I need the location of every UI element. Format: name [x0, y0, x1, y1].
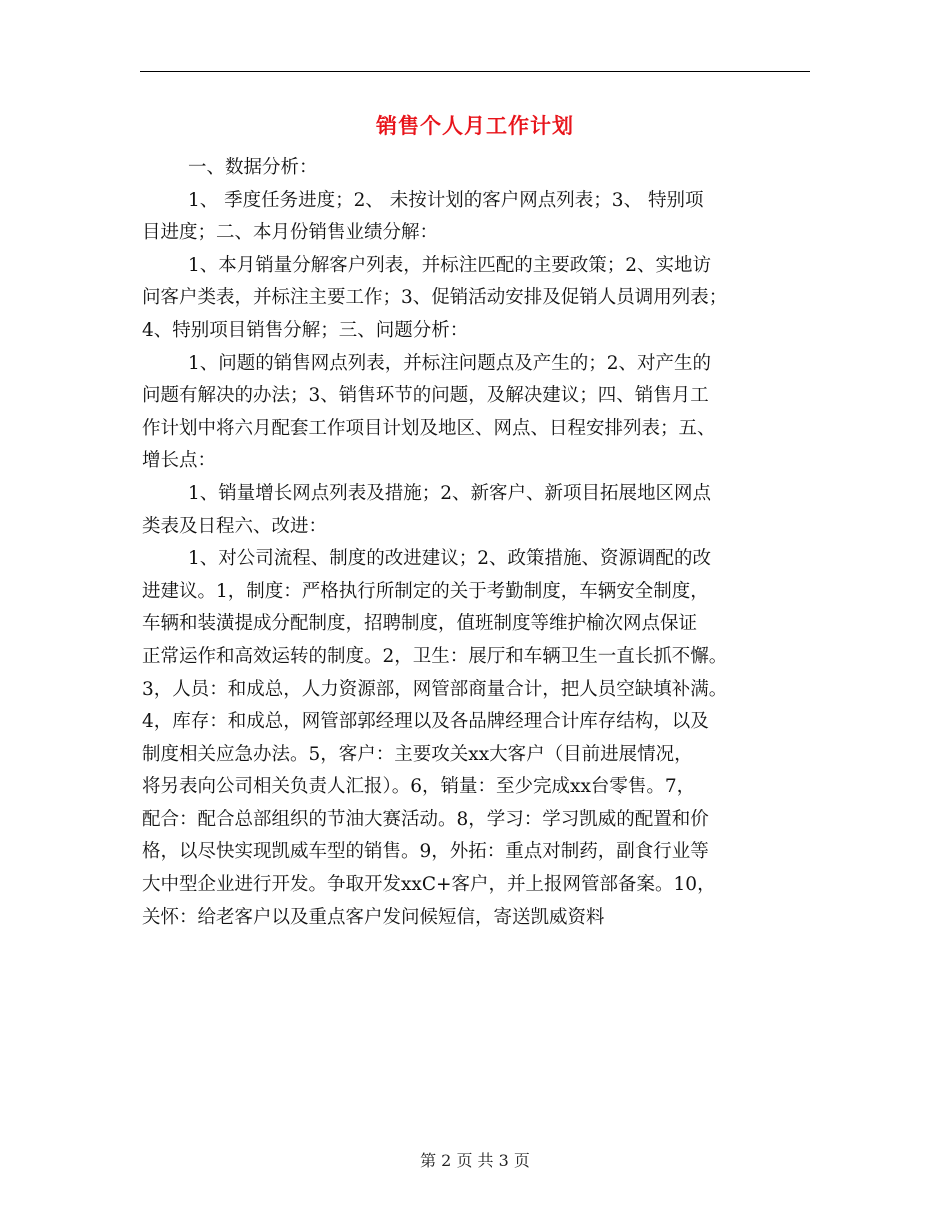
body-line: 大中型企业进行开发。争取开发xxC+客户，并上报网管部备案。10， [142, 874, 716, 896]
body-line: 增长点： [142, 450, 217, 472]
body-line: 关怀：给老客户以及重点客户发问候短信，寄送凯威资料 [142, 906, 605, 928]
document-body [142, 152, 814, 934]
body-line: 问题有解决的办法；3、销售环节的问题，及解决建议；四、销售月工 [142, 385, 709, 407]
body-line: 格，以尽快实现凯威车型的销售。9，外拓：重点对制药，副食行业等 [142, 841, 709, 863]
page-number: 第 2 页 共 3 页 [420, 1151, 530, 1170]
body-line: 问客户类表，并标注主要工作；3、促销活动安排及促销人员调用列表； [142, 287, 728, 309]
body-line: 3，人员：和成总，人力资源部，网管部商量合计，把人员空缺填补满。 [142, 678, 728, 700]
body-line: 1、销量增长网点列表及措施；2、新客户、新项目拓展地区网点 [188, 482, 712, 504]
body-line: 1、本月销量分解客户列表，并标注匹配的主要政策；2、实地访 [188, 254, 712, 276]
body-line: 将另表向公司相关负责人汇报）。6，销量：至少完成xx台零售。7， [142, 776, 696, 798]
body-line: 1、问题的销售网点列表，并标注问题点及产生的；2、对产生的 [188, 352, 712, 374]
body-line: 作计划中将六月配套工作项目计划及地区、网点、日程安排列表；五、 [142, 417, 716, 439]
body-line: 类表及日程六、改进： [142, 515, 328, 537]
header-rule [140, 71, 810, 72]
body-line: 进建议。1，制度：严格执行所制定的关于考勤制度，车辆安全制度， [142, 580, 709, 602]
body-line: 1、 季度任务进度；2、 未按计划的客户网点列表；3、 特别项 [188, 189, 704, 211]
body-line: 制度相关应急办法。5，客户：主要攻关xx大客户（目前进展情况， [142, 743, 693, 765]
body-line: 1、对公司流程、制度的改进建议；2、政策措施、资源调配的改 [188, 548, 712, 570]
body-line: 配合：配合总部组织的节油大赛活动。8，学习：学习凯威的配置和价 [142, 808, 709, 830]
body-line: 4，库存：和成总，网管部郭经理以及各品牌经理合计库存结构，以及 [142, 711, 709, 733]
body-line: 目进度；二、本月份销售业绩分解： [142, 222, 439, 244]
body-line: 一、数据分析： [188, 157, 318, 178]
body-line: 车辆和装潢提成分配制度，招聘制度，值班制度等维护榆次网点保证 [142, 613, 698, 635]
body-line: 4、特别项目销售分解；三、问题分析： [142, 319, 469, 341]
document-title: 销售个人月工作计划 [376, 114, 574, 138]
body-line: 正常运作和高效运转的制度。2，卫生：展厅和车辆卫生一直长抓不懈。 [142, 645, 728, 667]
